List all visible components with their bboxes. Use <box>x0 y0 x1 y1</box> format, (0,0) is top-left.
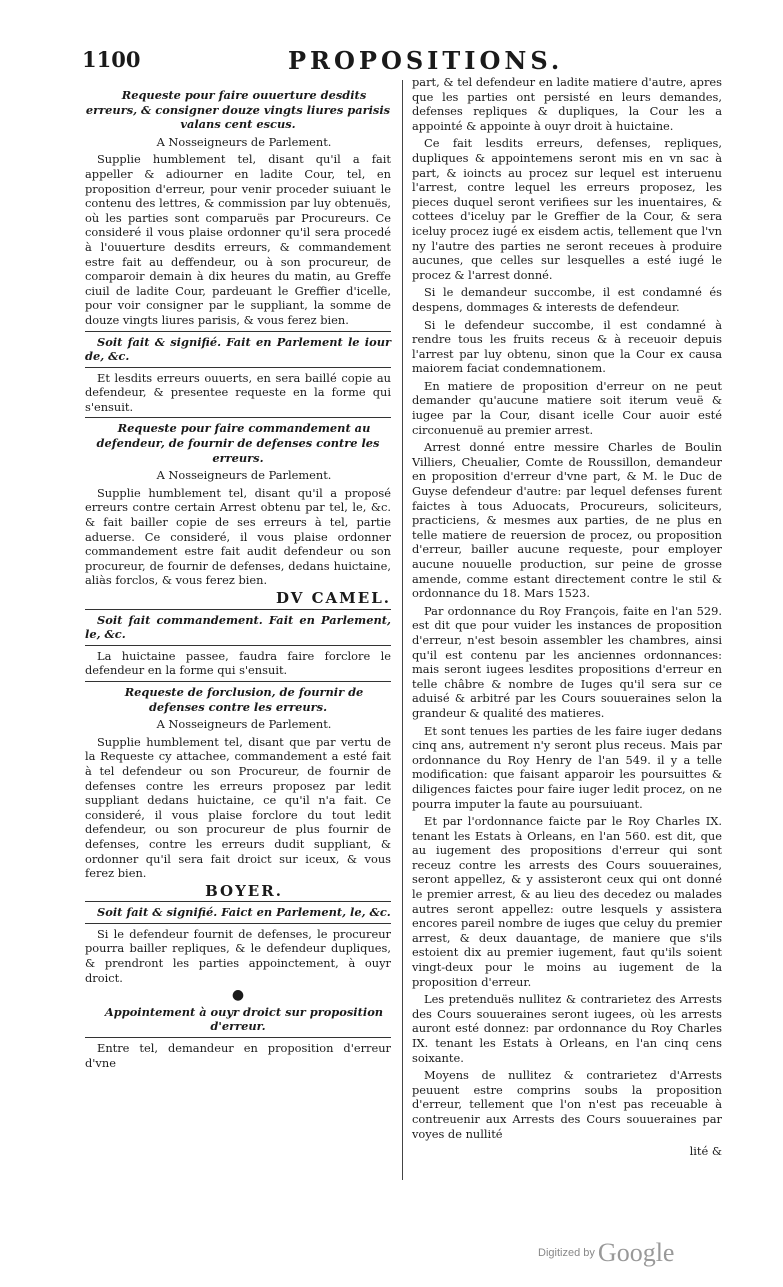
signature: DV CAMEL. <box>276 589 391 607</box>
rule <box>85 367 391 368</box>
paragraph: Par ordonnance du Roy François, faite en l'an 529. est dit que pour vuider les instances de proposition d'erreur, n'est besoin assembler les chambres, ainsi qu'il est contenu par les anciennes ordonnances: mais seront iugees lesdites propositions d'erreur en telle châbre & nombre de Iuges qu'il sera sur ce aduisé & arbitré par les Cours souueraines selon la grandeur & qualité des matieres. <box>412 603 722 720</box>
page-number: 1100 <box>82 47 141 72</box>
order-line: Soit fait & signifié. Fait en Parlement le iour de, &c. <box>85 334 391 364</box>
rule <box>85 331 391 332</box>
address-line: A Nosseigneurs de Parlement. <box>156 468 332 483</box>
bullet-dot-icon: ● <box>231 987 245 1004</box>
rule <box>85 645 391 646</box>
paragraph: Et sont tenues les parties de les faire iuger dedans cinq ans, autrement n'y seront plus receus. Mais par ordonnance du Roy Henry de l'an 549. il y a telle modification: que faisant apparoir les poursuittes & diligences faictes pour faire iuger ledit procez, on ne pourra imputer la faute au poursuiuant. <box>412 723 722 811</box>
address-line: A Nosseigneurs de Parlement. <box>156 717 332 732</box>
paragraph: Si le defendeur fournit de defenses, le procureur pourra bailler repliques, & le defendeur dupliques, & prendront les parties appoinctement, à ouyr droict. <box>85 926 391 985</box>
rule <box>85 417 391 418</box>
rule <box>85 681 391 682</box>
rule <box>85 609 391 610</box>
order-line: Soit fait & signifié. Faict en Parlement, le, &c. <box>97 905 391 920</box>
paragraph: Et lesdits erreurs ouuerts, en sera baillé copie au defendeur, & presentee requeste en la forme qui s'ensuit. <box>85 370 391 414</box>
google-logo: Google <box>597 1238 675 1267</box>
paragraph: La huictaine passee, faudra faire forclore le defendeur en la forme qui s'ensuit. <box>85 648 391 678</box>
paragraph: Si le defendeur succombe, il est condamné à rendre tous les fruits receus & à receuoir depuis l'arrest par luy obtenu, sinon que la Cour ex causa maiorem faciat condemnationem. <box>412 317 722 376</box>
left-column <box>85 88 391 1073</box>
paragraph: Supplie humblement tel, disant qu'il a proposé erreurs contre certain Arrest obtenu par tel, le, &c. & fait bailler copie de ses erreurs à tel, partie aduerse. Ce consideré, il vous plaise ordonner commandement estre fait audit defendeur ou son procureur, de fournir de defenses, dedans huictaine, aliàs forclos, & vous ferez bien. <box>85 485 391 588</box>
digitized-label: Digitized by <box>538 1246 595 1259</box>
column-divider <box>402 80 403 1180</box>
rule <box>85 923 391 924</box>
paragraph: Entre tel, demandeur en proposition d'erreur d'vne <box>85 1041 391 1070</box>
paragraph: Moyens de nullitez & contrarietez d'Arrests peuuent estre comprins soubs la proposition d'erreur, tellement que l'on n'est pas receuable à contreuenir aux Arrests des Cours souueraines par voyes de nullité <box>412 1068 722 1141</box>
paragraph: Supplie humblement tel, disant qu'il a fait appeller & adiourner en ladite Cour, tel, en proposition d'erreur, pour venir proceder suiuant le contenu des lettres, & commission par luy obtenuës, où les parties sont comparuës par Procureurs. Ce consideré il vous plaise ordonner qu'il sera procedé à l'ouuerture desdits erreurs, & commandement estre fait au deffendeur, ou à son procureur, de comparoir demain à dix heures du matin, au Greffe ciuil de ladite Cour, pardeuant le Greffier d'icelle, pour voir consigner par le suppliant, la somme de douze vingts liures parisis, & vous ferez bien. <box>85 152 391 327</box>
order-line: Soit fait commandement. Fait en Parlement, le, &c. <box>85 612 391 642</box>
section-heading: Requeste pour faire commandement au defendeur, de fournir de defenses contre les erreurs. <box>96 421 380 465</box>
paragraph: Si le demandeur succombe, il est condamné és despens, dommages & interests de defendeur. <box>412 285 722 314</box>
signature: BOYER. <box>205 881 283 900</box>
section-heading: Appointement à ouyr droict sur proposition d'erreur. <box>104 1004 384 1034</box>
running-title: PROPOSITIONS. <box>288 46 564 75</box>
rule <box>85 901 391 902</box>
rule <box>85 1037 391 1038</box>
catchword: lité & <box>689 1144 722 1159</box>
paragraph: part, & tel defendeur en ladite matiere d'autre, apres que les parties ont persisté en leurs demandes, defenses repliques & dupliques, la Cour les a appointé & appointe à ouyr droit à huictaine. <box>412 75 722 133</box>
digitized-watermark <box>538 1238 674 1268</box>
paragraph: Supplie humblement tel, disant que par vertu de la Requeste cy attachee, commandement a esté fait à tel defendeur ou son Procureur, de fournir de defenses contre les erreurs proposez par ledit suppliant dedans huictaine, ce qu'il n'a fait. Ce consideré, il vous plaise forclore du tout ledit defendeur, ou son procureur de plus fournir de defenses, contre les erreurs dudit suppliant, & ordonner qu'il sera fait droict sur iceux, & vous ferez bien. <box>85 734 391 881</box>
paragraph: Les pretenduës nullitez & contrarietez des Arrests des Cours souueraines seront iugees, où les arrests auront esté donnez: par ordonnance du Roy Charles IX. tenant les Estats à Orleans, en l'an cinq cens soixante. <box>412 992 722 1065</box>
paragraph: Et par l'ordonnance faicte par le Roy Charles IX. tenant les Estats à Orleans, en l'an 560. est dit, que au iugement des propositions d'erreur qui sont receuz contre les arrests des Cours souueraines, seront appellez, & y assisteront ceux qui ont donné le premier arrest, & au lieu des decedez ou malades autres seront appellez: outre lesquels y assistera encores pareil nombre de iuges que celuy du premier arrest, & deux dauantage, de maniere que s'ils estoient dix au premier iugement, faut qu'ils soient vingt-deux pour le moins au iugement de la proposition d'erreur. <box>412 814 722 989</box>
paragraph: Arrest donné entre messire Charles de Boulin Villiers, Cheualier, Comte de Roussillon, demandeur en proposition d'erreur d'vne part, & M. le Duc de Guyse defendeur d'autre: par lequel defenses furent faictes à tous Aduocats, Procureurs, soliciteurs, practiciens, & mesmes aux parties, de ne plus en telle matiere de reuersion de procez, ou proposition d'erreur, bailler aucune requeste, pour employer aucune nouuelle production, sur peine de grosse amende, comme estant directement contre le stil & ordonnance du 18. Mars 1523. <box>412 440 722 601</box>
right-column <box>412 75 722 1162</box>
section-heading: Requeste pour faire ouuerture desdits erreurs, & consigner douze vingts liures parisis valans cent escus. <box>85 88 391 132</box>
paragraph: Ce fait lesdits erreurs, defenses, repliques, dupliques & appointemens seront mis en vn sac à part, & ioincts au procez sur lequel est interuenu l'arrest, contre lequel les erreurs proposez, les pieces duquel seront verifiees sur les inuentaires, & cottees d'iceluy par le Greffier de la Cour, & sera iceluy procez iugé ex eisdem actis, tellement que l'vn ny l'autre des parties ne seront receues à produire aucunes, que celles sur lesquelles a esté iugé le procez & l'arrest donné. <box>412 136 722 282</box>
section-heading: Requeste de forclusion, de fournir de defenses contre les erreurs. <box>124 684 364 714</box>
address-line: A Nosseigneurs de Parlement. <box>156 134 332 149</box>
paragraph: En matiere de proposition d'erreur on ne peut demander qu'aucune matiere soit iterum veuë & iugee par la Cour, disant icelle Cour auoir esté circonuenuë au premier arrest. <box>412 378 722 437</box>
